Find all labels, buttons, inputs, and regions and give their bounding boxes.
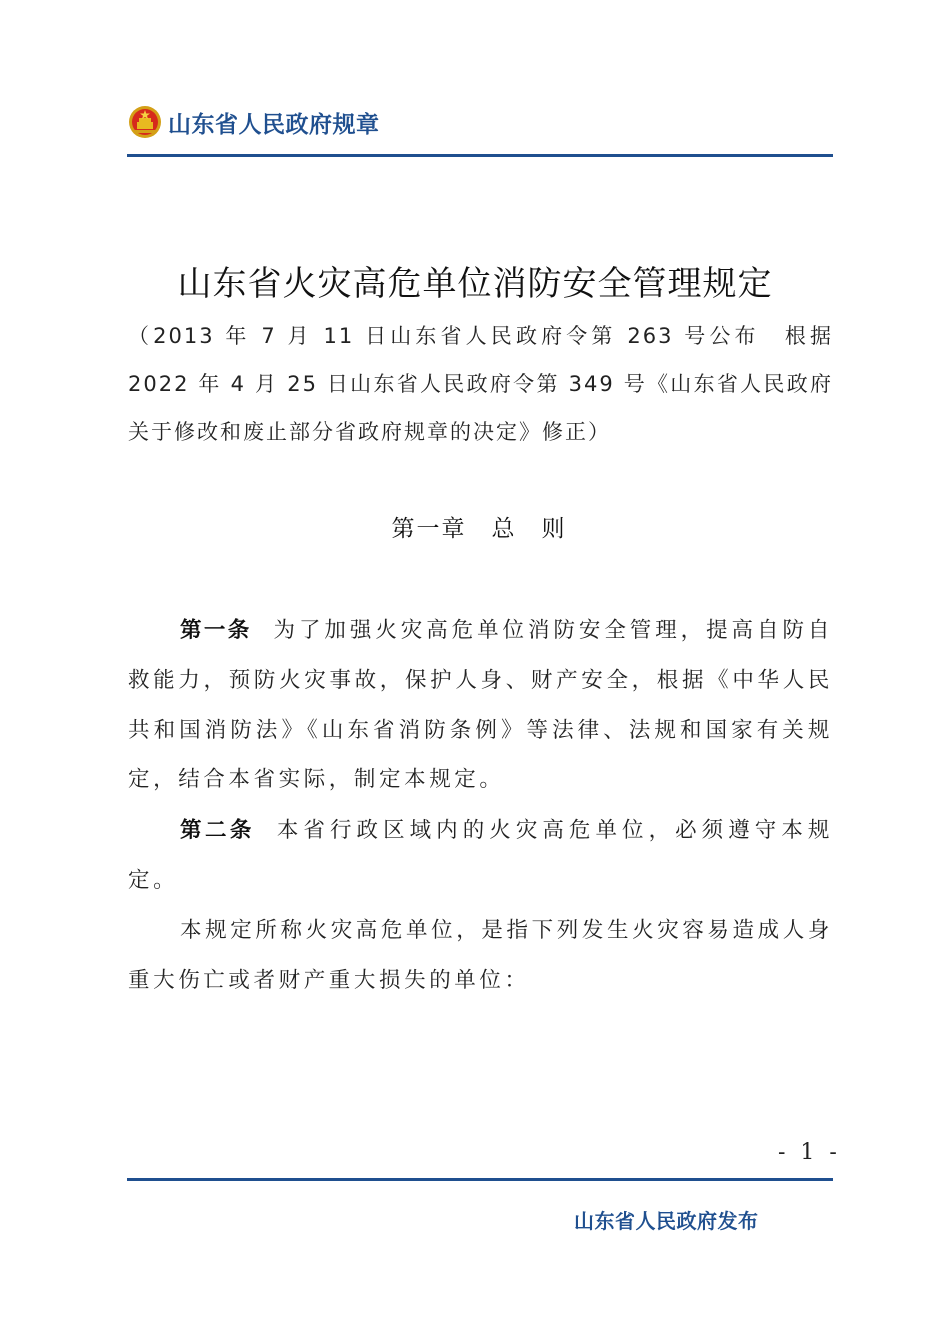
document-header [128,100,380,144]
document-subtitle: （2013 年 7 月 11 日山东省人民政府令第 263 号公布 根据 2022 年 4 月 25 日山东省人民政府令第 349 号《山东省人民政府关于修改和废止部分省政府规章的决定》修正） [128,324,833,444]
header-title: 山东省人民政府规章 [168,111,380,138]
national-emblem-icon [128,105,162,139]
article-2-label: 第二条 [180,818,255,843]
footer-publisher: 山东省人民政府发布 [574,1209,759,1233]
footer-divider [127,1178,833,1181]
body-paragraph: 本规定所称火灾高危单位，是指下列发生火灾容易造成人身重大伤亡或者财产重大损失的单位： [128,918,833,993]
page-number: - 1 - [778,1140,841,1165]
document-title: 山东省火灾高危单位消防安全管理规定 [177,264,773,304]
article-2-text: 本省行政区域内的火灾高危单位，必须遵守本规定。 [128,818,833,893]
header-divider [127,154,833,157]
article-1-label: 第一条 [180,618,252,643]
article-2 [128,806,833,906]
article-1-text: 为了加强火灾高危单位消防安全管理，提高自防自救能力，预防火灾事故，保护人身、财产安全，根据《中华人民共和国消防法》《山东省消防条例》等法律、法规和国家有关规定，结合本省实际，制定本规定。 [128,618,833,793]
chapter-heading: 第一章 总 则 [391,516,567,542]
article-1 [128,606,833,805]
